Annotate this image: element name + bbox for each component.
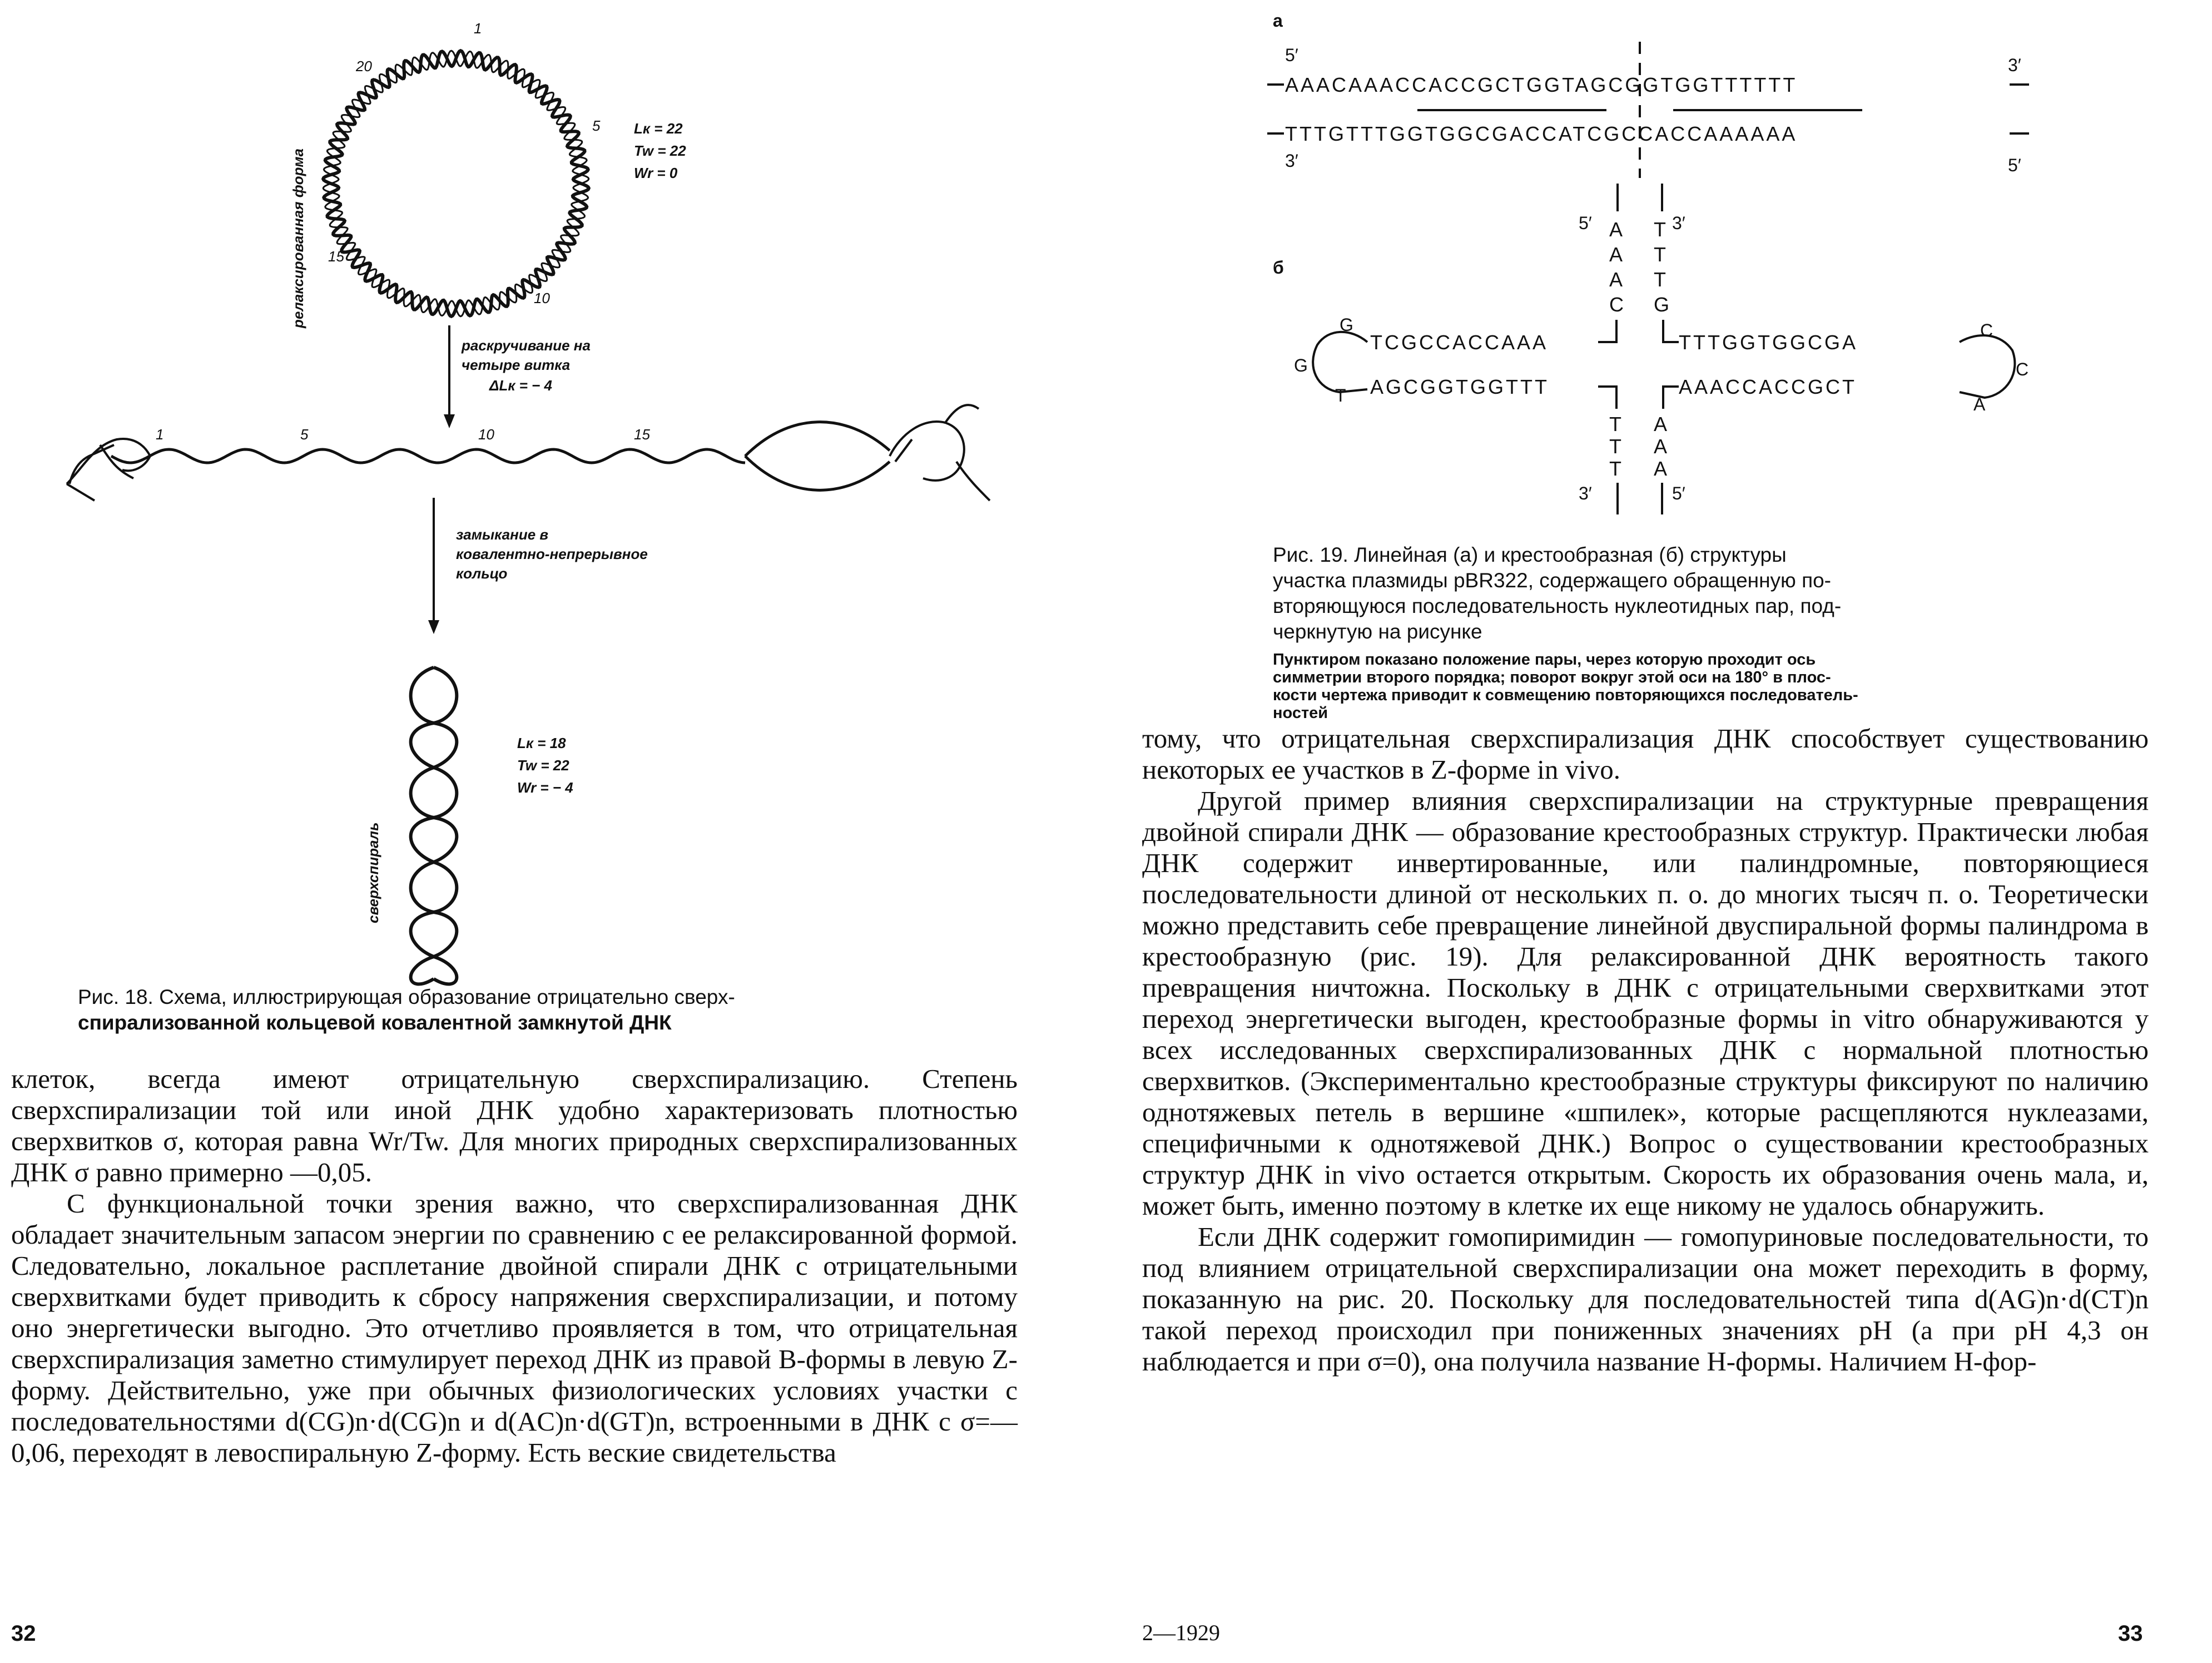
right-page <box>1106 0 2212 1663</box>
figure-18-caption <box>78 984 979 1036</box>
right-paragraph-2: Другой пример влияния сверхспирализации на структурные превращения двойной спирали ДНК — образование крестообразных структур. Практически любая ДНК содержит инвертированные, или палиндромные, повторяющиеся последовательности длиной от нескольких п. о. до многих тысяч п. о. Теоретически можно представить себе превращение линейной двуспиральной формы палиндрома в крестообразную (рис. 19). Для релаксированной ДНК вероятность такого превращения ничтожна. Поскольку в ДНК с отрицательными сверхвитками этот переход энергетически выгоден, крестообразные формы in vitro обнаруживаются у всех исследованных сверхспирализованных ДНК с нормальной плотностью сверхвитков. (Экспериментально крестообразные структуры фиксируют по наличию однотяжевых петель в вершине «шпилек», которые расщепляются нуклеазами, специфичными к однотяжевой ДНК.) Вопрос о существовании крестообразных структур ДНК in vivo остается открытым. Скорость их образования очень мала, и, может быть, именно поэтому в клетке их еще никому не удалось обнаружить. <box>1142 785 2149 1221</box>
step-2-line-3: кольцо <box>456 565 508 582</box>
arrow-1-head <box>444 414 455 428</box>
figure-19-note-line-4: ностей <box>1273 704 1328 722</box>
upper-left-stem-base-4: C <box>1609 293 1626 316</box>
circle-number-15: 15 <box>328 248 344 265</box>
relaxed-stat-tw: Tw = 22 <box>634 142 686 159</box>
left-arm-bottom-sequence: AGCGGTGGTTT <box>1370 375 1549 398</box>
printing-signature: 2—1929 <box>1142 1620 1220 1645</box>
figure-19-caption-line-1: Рис. 19. Линейная (а) и крестообразная (б) структуры <box>1273 543 1787 566</box>
junction-lower-left <box>1598 387 1616 409</box>
top-strand-sequence: AAACAAACCACCGCTGGTAGCGGTGGTTTTTT <box>1285 73 1798 96</box>
right-hairpin-loop <box>1960 335 2015 398</box>
right-hand-drawing <box>890 405 990 501</box>
junction-lower-right <box>1663 387 1679 409</box>
left-loop-base-3: T <box>1335 385 1346 405</box>
right-arm-top-sequence: TTTGGTGGCGA <box>1679 331 1858 354</box>
upper-right-stem-base-1: T <box>1654 218 1668 241</box>
figure-19-caption-line-3: вторяющуюся последовательность нуклеотидных пар, под- <box>1273 595 1842 617</box>
relaxed-stat-lk: Lк = 22 <box>634 120 683 137</box>
circle-number-10: 10 <box>534 290 550 306</box>
lower-left-stem-base-3: T <box>1609 457 1624 480</box>
figure-18-caption-line-1: Рис. 18. Схема, иллюстрирующая образование отрицательно сверх- <box>78 986 735 1008</box>
right-paragraph-1: тому, что отрицательная сверхспирализация ДНК способствует существованию некоторых ее участков в Z-форме in vivo. <box>1142 723 2149 785</box>
right-loop-base-2: C <box>2016 359 2029 379</box>
figure-19-note-line-1: Пунктиром показано положение пары, через которую проходит ось <box>1273 651 1816 669</box>
left-arm-top-sequence: TCGCCACCAAA <box>1370 331 1549 354</box>
linear-number-10: 10 <box>478 426 494 443</box>
circle-number-20: 20 <box>356 58 372 75</box>
lower-left-stem-base-2: T <box>1609 435 1624 458</box>
supercoil-label: сверхспираль <box>365 822 381 923</box>
circle-number-1: 1 <box>474 20 482 37</box>
lower-right-stem-base-3: A <box>1654 457 1670 480</box>
upper-left-stem-base-3: A <box>1609 268 1625 291</box>
bottom-strand-3-end: 3′ <box>1285 151 1298 171</box>
super-stat-tw: Tw = 22 <box>517 757 569 774</box>
step-2-line-1: замыкание в <box>456 526 549 543</box>
relaxed-stat-wr: Wr = 0 <box>634 165 678 181</box>
upper-right-stem-base-4: G <box>1654 293 1672 316</box>
linear-number-15: 15 <box>634 426 650 443</box>
bottom-strand-sequence: TTTGTTTGGTGGCGACCATCGCCACCAAAAAA <box>1285 122 1798 145</box>
figure-18-caption-line-2: спирализованной кольцевой ковалентной замкнутой ДНК <box>78 1011 672 1034</box>
relaxed-circle-dna <box>323 51 589 316</box>
step-1-line-2: четыре витка <box>462 357 571 373</box>
left-paragraph-1: клеток, всегда имеют отрицательную сверхспирализацию. Степень сверхспирализации той или иной ДНК удобно характеризовать плотностью сверхвитков σ, которая равна Wr/Tw. Для многих природных сверхспирализованных ДНК σ равно примерно —0,05. <box>11 1063 1018 1187</box>
figure-19-note <box>1273 651 2040 722</box>
step-1-line-3: ΔLк = − 4 <box>489 377 553 394</box>
right-loop-base-1: C <box>1980 320 1993 340</box>
left-hand-drawing <box>67 439 150 501</box>
bottom-strand-5-end: 5′ <box>2008 155 2021 175</box>
figure-19-caption <box>1273 542 2040 645</box>
upper-left-stem-base-2: A <box>1609 243 1625 266</box>
step-2-line-2: ковалентно-непрерывное <box>456 546 648 562</box>
left-loop-base-1: G <box>1340 315 1353 335</box>
lower-right-stem-base-2: A <box>1654 435 1670 458</box>
top-strand-5-end: 5′ <box>1285 45 1298 65</box>
figure-19-caption-line-2: участка плазмиды pBR322, содержащего обращенную по- <box>1273 569 1832 592</box>
right-loop-base-3: A <box>1973 394 1986 414</box>
left-body-text <box>11 1063 1018 1468</box>
junction-upper-left <box>1598 320 1616 342</box>
super-stat-lk: Lк = 18 <box>517 735 566 751</box>
right-arm-bottom-sequence: AAACCACCGCT <box>1679 375 1857 398</box>
linear-dna <box>111 449 745 463</box>
junction-upper-right <box>1663 320 1679 342</box>
upper-right-3-end: 3′ <box>1672 213 1685 233</box>
step-1-line-1: раскручивание на <box>462 337 591 354</box>
page-number-left: 32 <box>11 1621 36 1646</box>
linear-number-1: 1 <box>156 426 164 443</box>
upper-left-5-end: 5′ <box>1579 213 1592 233</box>
relaxed-circle-dna-inner <box>323 51 589 316</box>
left-paragraph-2: С функциональной точки зрения важно, что сверхспирализованная ДНК обладает значительным запасом энергии по сравнению с ее релаксированной формой. Следовательно, локальное расплетание двойной спирали ДНК с отрицательными сверхвитками будет приводить к сбросу напряжения сверхспирализации, и потому оно энергетически выгодно. Это отчетливо проявляется в том, что отрицательная сверхспирализация заметно стимулирует переход ДНК из правой B-формы в левую Z-форму. Действительно, уже при обычных физиологических условиях участки с последовательностями d(CG)n·d(CG)n и d(AC)n·d(GT)n, встроенными в ДНК с σ=—0,06, переходят в левоспиральную Z-форму. Есть веские свидетельства <box>11 1188 1018 1468</box>
label-a: а <box>1273 11 1283 31</box>
relaxed-form-label: релаксированная форма <box>290 149 306 328</box>
upper-right-stem-base-2: T <box>1654 243 1668 266</box>
left-hairpin-loop <box>1313 332 1367 392</box>
figure-18 <box>0 0 1106 1001</box>
left-loop-base-2: G <box>1294 355 1308 375</box>
lower-right-5-end: 5′ <box>1672 483 1685 503</box>
arrow-2-head <box>428 620 439 634</box>
lower-left-3-end: 3′ <box>1579 483 1592 503</box>
right-body-text <box>1142 723 2149 1377</box>
figure-19-note-line-3: кости чертежа приводит к совмещению повторяющихся последователь- <box>1273 686 1858 704</box>
super-stat-wr: Wr = − 4 <box>517 779 573 796</box>
upper-right-stem-base-3: T <box>1654 268 1668 291</box>
figure-19 <box>1106 0 2212 534</box>
linear-dna-loop-lower <box>745 456 890 490</box>
circle-number-5: 5 <box>592 117 601 134</box>
linear-dna-loop-upper <box>745 422 890 456</box>
figure-19-note-line-2: симметрии второго порядка; поворот вокруг этой оси на 180° в плос- <box>1273 669 1831 686</box>
figure-19-caption-line-4: черкнутую на рисунке <box>1273 620 1482 643</box>
linear-number-5: 5 <box>300 426 309 443</box>
label-b: б <box>1273 258 1284 278</box>
page-number-right: 33 <box>2118 1621 2143 1646</box>
top-strand-3-end: 3′ <box>2008 55 2021 75</box>
upper-left-stem-base-1: A <box>1609 218 1625 241</box>
right-paragraph-3: Если ДНК содержит гомопиримидин — гомопуриновые последовательности, то под влиянием отрицательной сверхспирализации она может переходить в форму, показанную на рис. 20. Поскольку для последовательностей типа d(AG)n·d(CT)n такой переход происходил при пониженных значениях pH (а при pH 4,3 он наблюдается и при σ=0), она получила название H-формы. Наличием H-фор- <box>1142 1221 2149 1377</box>
lower-left-stem-base-1: T <box>1609 413 1624 435</box>
lower-right-stem-base-1: A <box>1654 413 1670 435</box>
